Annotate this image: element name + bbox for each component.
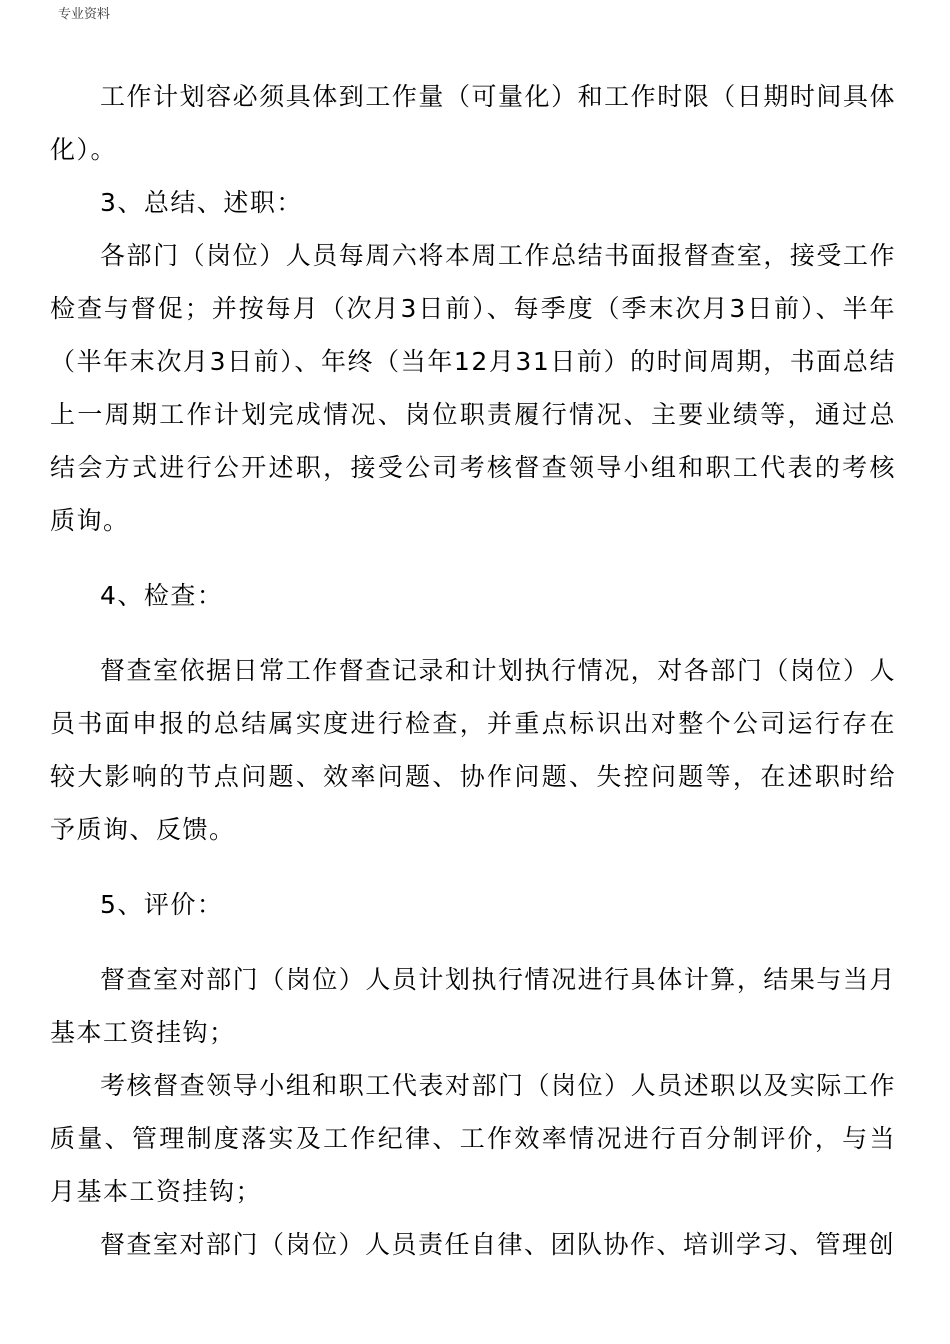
evaluation-paragraph-3: 督查室对部门（岗位）人员责任自律、团队协作、培训学习、管理创 — [100, 1230, 896, 1259]
evaluation-paragraph-2: 考核督查领导小组和职工代表对部门（岗位）人员述职以及实际工作质量、管理制度落实及工作纪律、工作效率情况进行百分制评价，与当月基本工资挂钩； — [50, 1071, 896, 1206]
inspection-heading: 4、检查： — [100, 581, 224, 610]
inspection-paragraph: 督查室依据日常工作督查记录和计划执行情况，对各部门（岗位）人员书面申报的总结属实度进行检查，并重点标识出对整个公司运行存在较大影响的节点问题、效率问题、协作问题、失控问题等，在述职时给予质询、反馈。 — [50, 656, 896, 844]
header-note: 专业资料 — [58, 7, 111, 22]
intro-paragraph: 工作计划容必须具体到工作量（可量化）和工作时限（日期时间具体化）。 — [50, 82, 896, 164]
evaluation-paragraph-1: 督查室对部门（岗位）人员计划执行情况进行具体计算，结果与当月基本工资挂钩； — [50, 965, 896, 1047]
summary-paragraph: 各部门（岗位）人员每周六将本周工作总结书面报督查室，接受工作检查与督促；并按每月（次月3日前）、每季度（季末次月3日前）、半年（半年末次月3日前）、年终（当年12月31日前）的时间周期，书面总结上一周期工作计划完成情况、岗位职责履行情况、主要业绩等，通过总结会方式进行公开述职，接受公司考核督查领导小组和职工代表的考核质询。 — [50, 241, 896, 535]
evaluation-heading: 5、评价： — [100, 890, 224, 919]
document-body — [50, 70, 896, 1271]
summary-heading: 3、总结、述职： — [100, 188, 303, 217]
